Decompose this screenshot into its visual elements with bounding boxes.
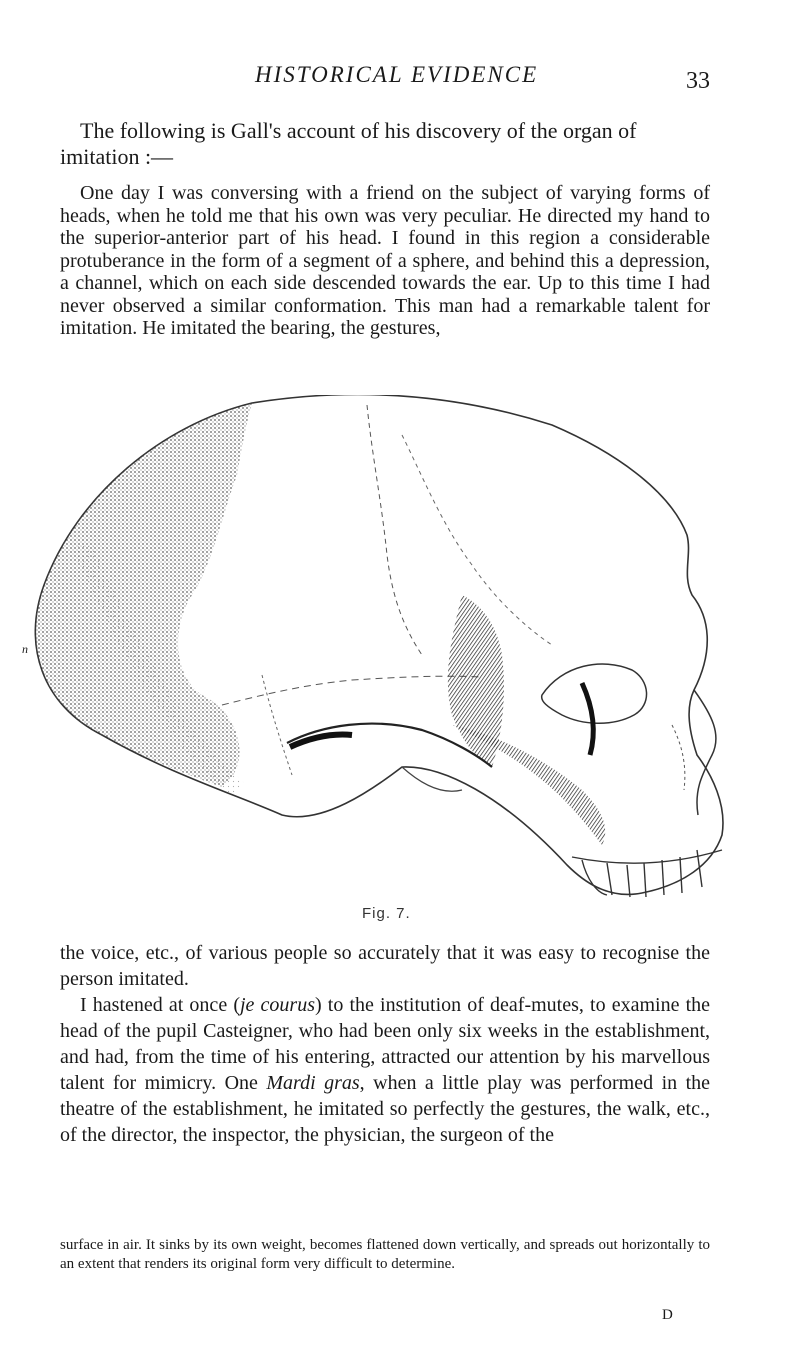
teeth: [572, 850, 722, 897]
skull-drawing: [22, 395, 732, 900]
signature-mark: D: [662, 1307, 673, 1323]
footnote: surface in air. It sinks by its own weight, becomes flattened down vertically, and spreads out horizontally to an extent that renders its original form very difficult to determine.: [60, 1237, 710, 1272]
gall-quote-paragraph: One day I was conversing with a friend on the subject of varying forms of heads, when he told me that his own was very peculiar. He directed my hand to the superior-anterior part of his head. I found in this region a considerable protuberance in the form of a segment of a sphere, and behind this a depression, a channel, which on each side descended towards the ear. Up to this time I had never observed a similar conformation. This man had a remarkable talent for imitation. He imitated the bearing, the gestures,: [60, 182, 710, 339]
continuation-text: [60, 940, 710, 1148]
page-number: 33: [686, 68, 710, 94]
intro-paragraph: The following is Gall's account of his discovery of the organ of imitation :—: [60, 118, 637, 169]
skull-figure: [22, 395, 732, 900]
para2-italic-phrase: je courus: [239, 994, 315, 1016]
para2-start: I hastened at once (: [80, 994, 240, 1016]
continuation-paragraph-2: [60, 992, 710, 1148]
continuation-paragraph-1: the voice, etc., of various people so accurately that it was easy to recognise the person imitated.: [60, 942, 710, 990]
para2-italic-phrase-2: Mardi gras: [266, 1072, 360, 1094]
occipital-shading: [35, 403, 252, 787]
running-title: HISTORICAL EVIDENCE: [255, 62, 539, 87]
para2-end: , when a little play was performed in the theatre of the establishment, he imitated so perfectly the gestures, the walk, etc., of the director, the inspector, the physician, the surgeon of the: [60, 1072, 711, 1146]
figure-marker: n: [22, 642, 28, 656]
para2-middle: ) to the institution of deaf-mutes, to examine the head of the pupil Casteigner, who had been only six weeks in the establishment, and had, from the time of his entering, attracted our attention by his marvellous talent for mimicry. One: [60, 994, 711, 1094]
figure-caption: Fig. 7.: [362, 905, 411, 922]
